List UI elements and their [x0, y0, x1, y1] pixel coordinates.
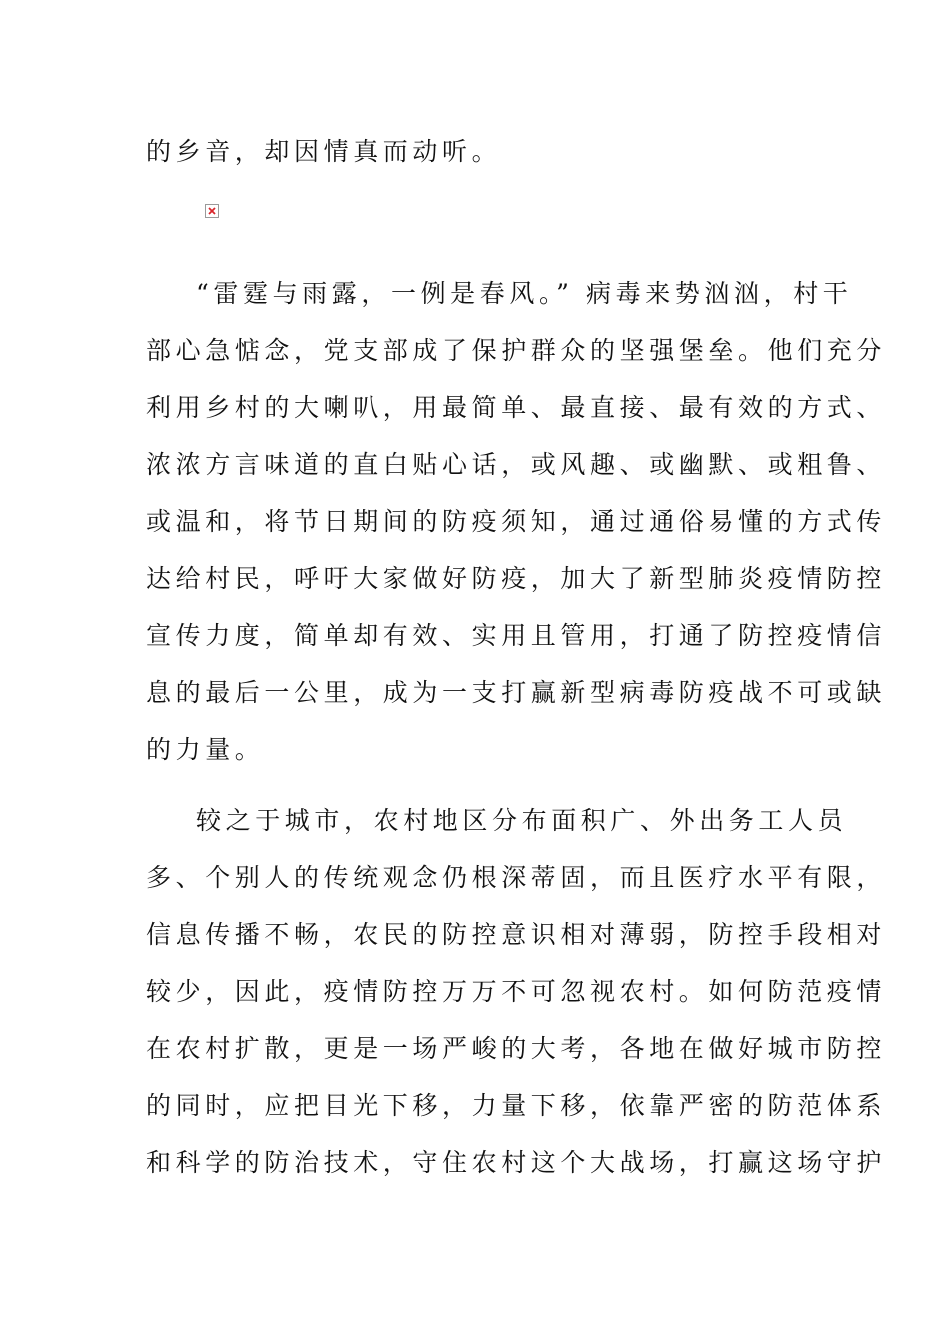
text-line: 和科学的防治技术，守住农村这个大战场，打赢这场守护	[146, 1148, 887, 1177]
text-line: 宣传力度，简单却有效、实用且管用，打通了防控疫情信	[146, 621, 887, 650]
text-line: 利用乡村的大喇叭，用最简单、最直接、最有效的方式、	[146, 393, 887, 422]
text-line: 息的最后一公里，成为一支打赢新型病毒防疫战不可或缺	[146, 678, 887, 707]
text-line: 或温和，将节日期间的防疫须知，通过通俗易懂的方式传	[146, 507, 887, 536]
text-line: 部心急惦念，党支部成了保护群众的坚强堡垒。他们充分	[146, 336, 887, 365]
text-line: 浓浓方言味道的直白贴心话，或风趣、或幽默、或粗鲁、	[146, 450, 887, 479]
text-line: 多、个别人的传统观念仍根深蒂固，而且医疗水平有限，	[146, 863, 887, 892]
text-line: 的力量。	[146, 735, 265, 764]
text-line: 在农村扩散，更是一场严峻的大考，各地在做好城市防控	[146, 1034, 887, 1063]
text-line: 的乡音，却因情真而动听。	[146, 137, 502, 166]
paragraph-first-line: 较之于城市，农村地区分布面积广、外出务工人员	[196, 806, 848, 835]
paragraph-first-line: “雷霆与雨露，一例是春风。” 病毒来势汹汹，村干	[196, 279, 853, 308]
text-line: 达给村民，呼吁大家做好防疫，加大了新型肺炎疫情防控	[146, 564, 887, 593]
text-line: 信息传播不畅，农民的防控意识相对薄弱，防控手段相对	[146, 920, 887, 949]
text-line: 较少，因此，疫情防控万万不可忽视农村。如何防范疫情	[146, 977, 887, 1006]
broken-image-icon	[205, 204, 219, 218]
text-line: 的同时，应把目光下移，力量下移，依靠严密的防范体系	[146, 1091, 887, 1120]
